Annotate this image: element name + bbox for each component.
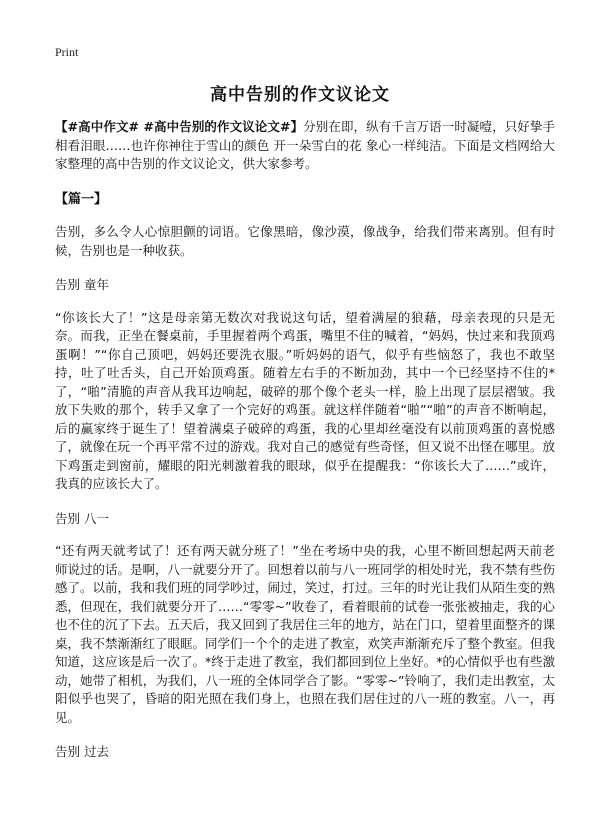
paragraph-3: “还有两天就考试了！还有两天就分班了！”坐在考场中央的我，心里不断回想起两天前老师说过的话。是啊，八一就要分开了。回想着以前与八一班同学的相处时光，我不禁有些伤感了。以前，我和我们班的同学吵过，闹过，笑过，打过。三年的时光让我们从陌生变的熟悉，但现在，我们就要分开了……“零零~”收卷了，看着眼前的试卷一张张被抽走，我的心也不住的沉了下去。五天后，我又回到了我居住三年的地方，站在门口，望着里面整齐的课桌，我不禁渐渐红了眼眶。同学们一个个的走进了教室，欢笑声渐渐充斥了整个教室。但我知道，这应该是后一次了。*终于走进了教室，我们都回到位上坐好。*的心情似乎也有些激动，她带了相机，为我们，八一班的全体同学合了影。“零零~”铃响了，我们走出教室，太阳似乎也哭了，昏暗的阳光照在我们身上，也照在我们居住过的八一班的教室。八一，再见。 — [55, 543, 556, 725]
subheading-childhood: 告别 童年 — [55, 277, 109, 292]
article-body — [55, 118, 555, 776]
print-link[interactable]: Print — [55, 45, 79, 59]
page-title: 高中告别的作文议论文 — [210, 85, 390, 105]
paragraph-2: “你该长大了！”这是母亲第无数次对我说这句话，望着满屋的狼藉，母亲表现的只是无奈。而我，正坐在餐桌前，手里握着两个鸡蛋，嘴里不住的喊着，“妈妈，快过来和我顶鸡蛋啊！”“你自己顶吧，妈妈还要洗衣服。”听妈妈的语气，似乎有些恼怒了，我也不敢坚持，吐了吐舌头，自己开始顶鸡蛋。随着左右手的不断加劲，其中一个已经坚持不住的*了，“啪”清脆的声音从我耳边响起，破碎的那个像个老头一样，脸上出现了层层褶皱。我放下失败的那个，转手又拿了一个完好的鸡蛋。就这样伴随着“啪”“啪”的声音不断响起，后的赢家终于诞生了！望着满桌子破碎的鸡蛋，我的心里却丝毫没有以前顶鸡蛋的喜悦感了，就像在玩一个再平常不过的游戏。我对自己的感觉有些奇怪，但又说不出怪在哪里。放下鸡蛋走到窗前，耀眼的阳光刺激着我的眼球，似乎在提醒我：“你该长大了……”或许，我真的应该长大了。 — [55, 309, 556, 491]
subheading-past: 告别 过去 — [55, 744, 109, 759]
intro-tag: 【#高中作文# #高中告别的作文议论文#】 — [55, 119, 304, 134]
section-label — [55, 190, 555, 210]
intro-text: 分别在即，纵有千言万语一时凝噎，只好挚手相看泪眼……也许你神往于雪山的颜色 开一朵雪白的花 象心一样纯洁。下面是文档网给大家整理的高中告别的作文议论文，供大家参考。 — [55, 119, 555, 171]
section-label-text: 【篇一】 — [55, 191, 108, 207]
intro-paragraph — [55, 118, 555, 174]
paragraph-1: 告别，多么令人心惊胆颤的词语。它像黑暗，像沙漠，像战争，给我们带来离别。但有时候，告别也是一种收获。 — [55, 224, 555, 258]
subheading-class: 告别 八一 — [55, 510, 109, 526]
